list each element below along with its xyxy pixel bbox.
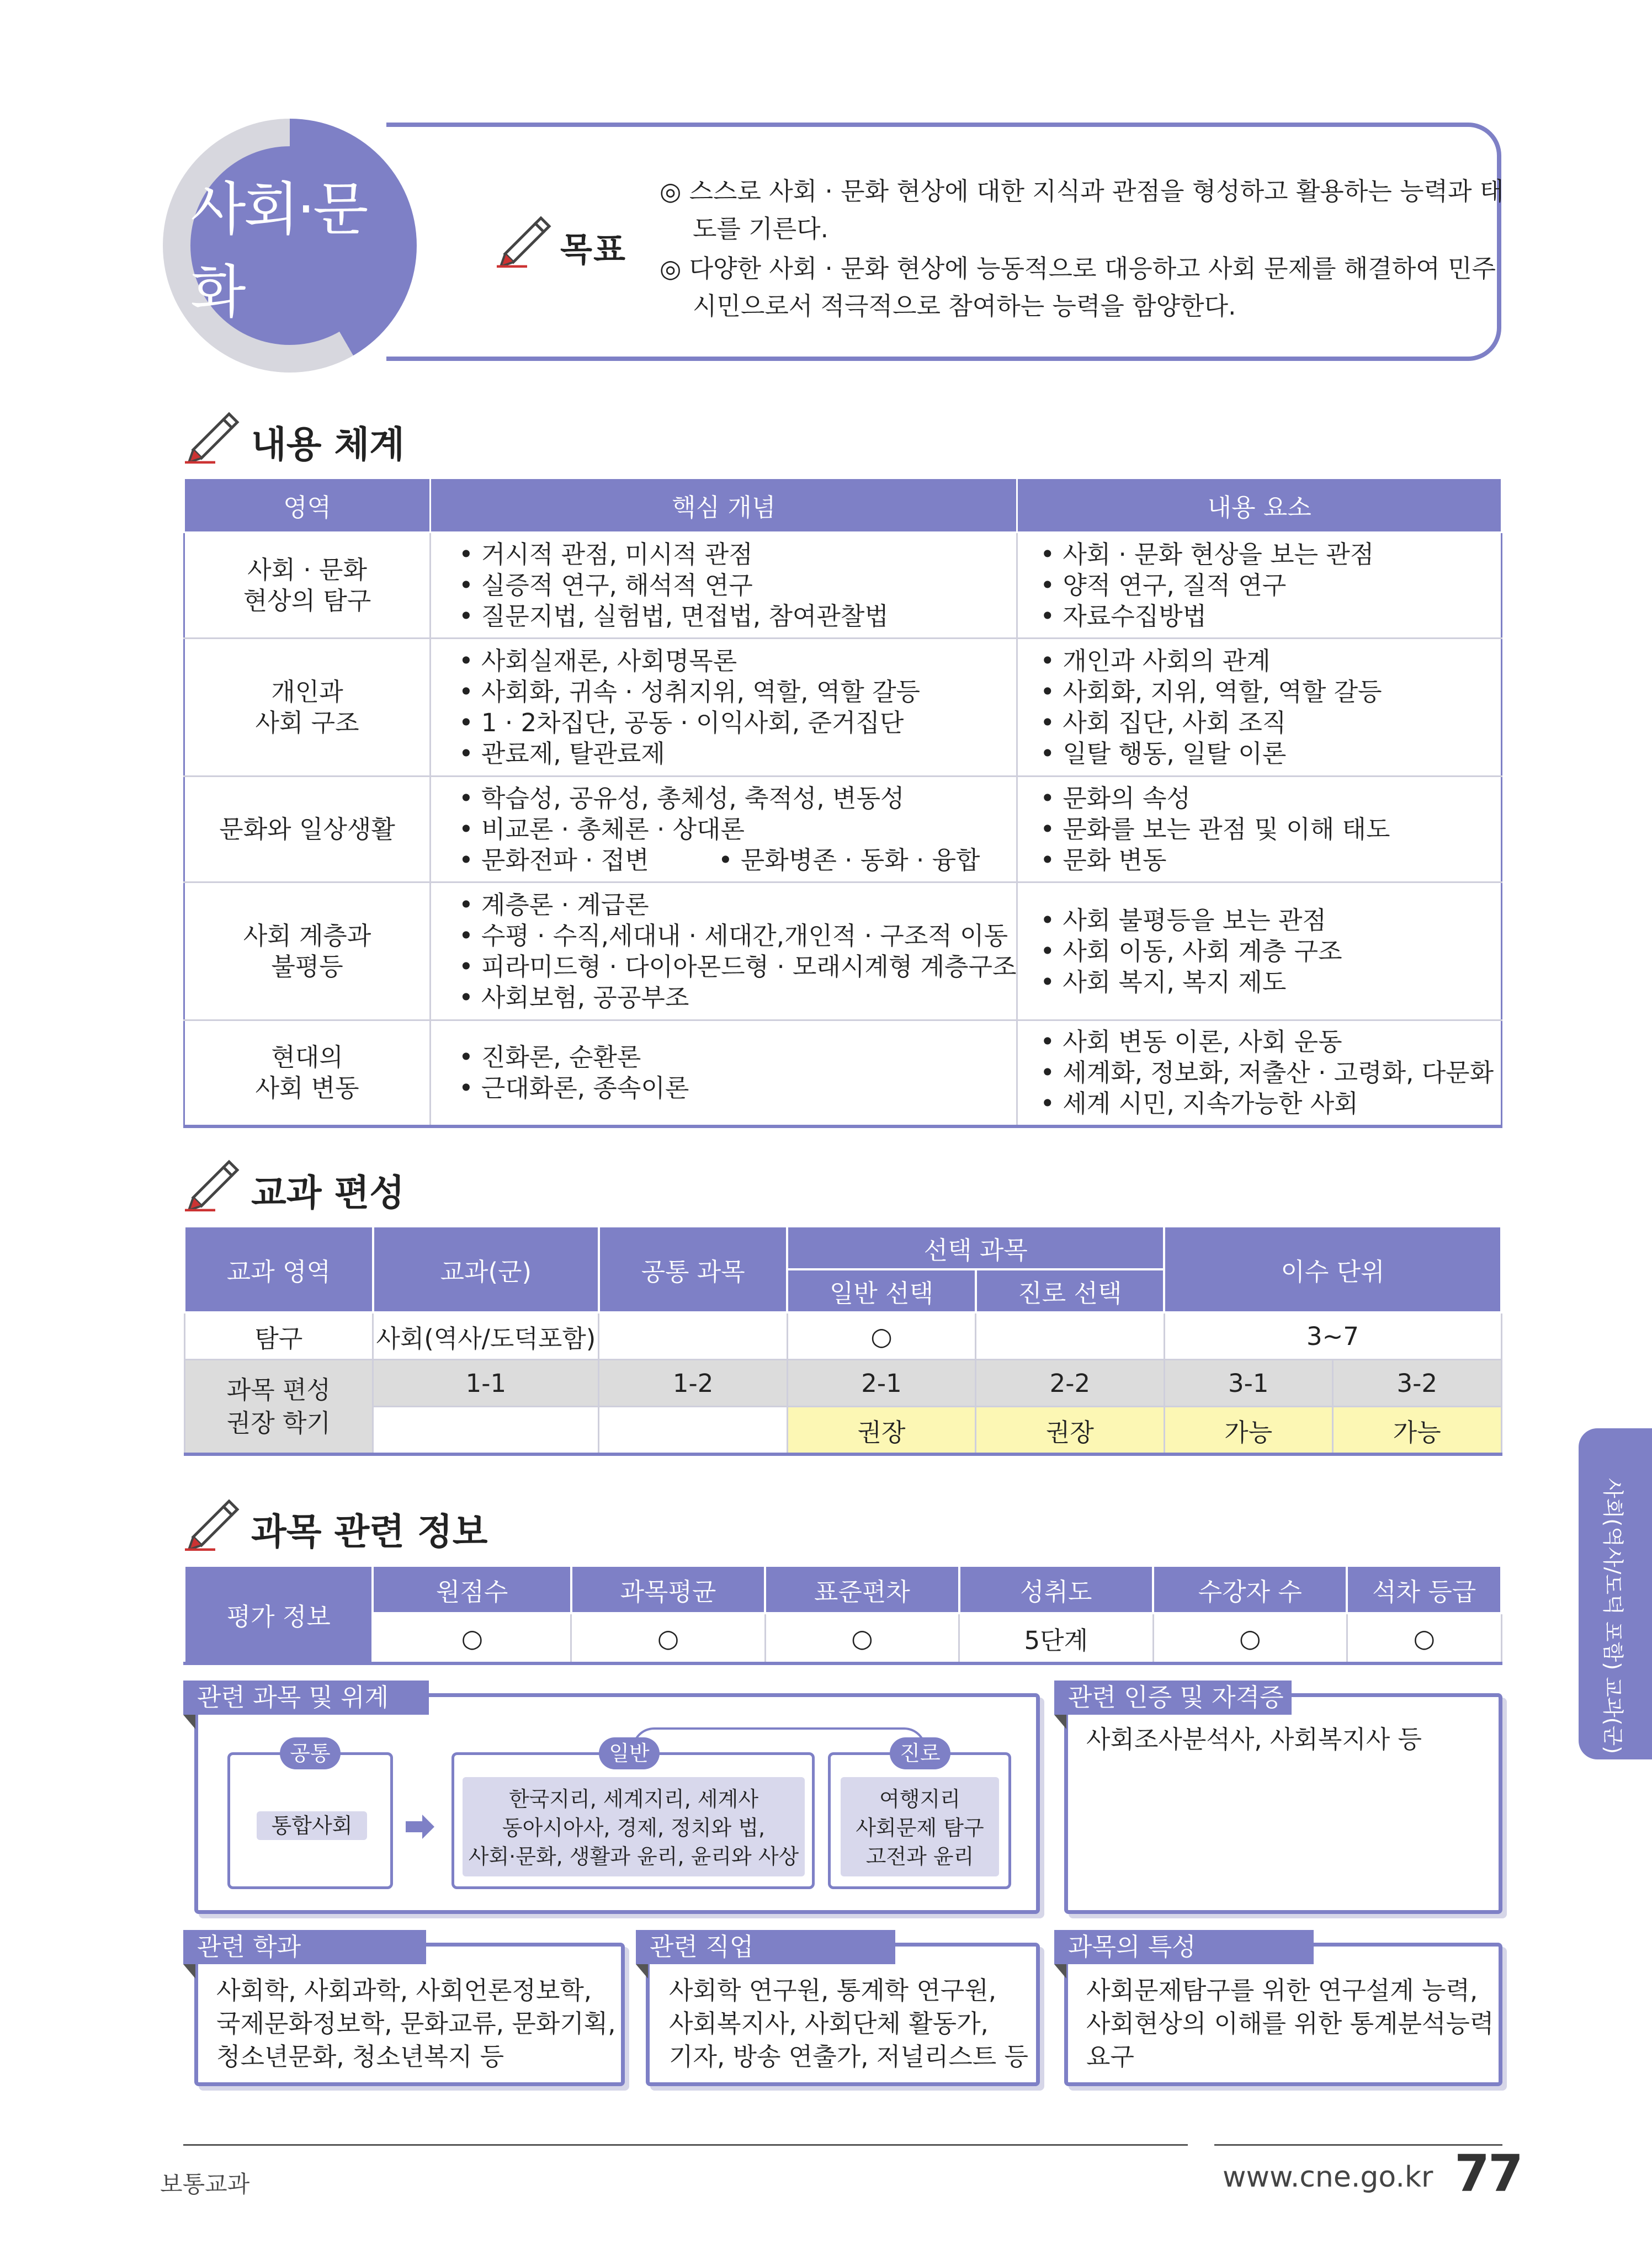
career-items: 여행지리 사회문제 탐구 고전과 윤리 [841,1777,999,1876]
goal-item-1: ◎ 스스로 사회 · 문화 현상에 대한 지식과 관점을 형성하고 활용하는 능력과 태도를 기른다. [660,177,1504,243]
table-row: 개인과 사회 구조 • 사회실재론, 사회명목론 • 사회화, 귀속 · 성취지위, 역할, 역할 갈등 • 1 · 2차집단, 공동 · 이익사회, 준거집단 • 관료제, 탈관료제 • 개인과 사회의 관계 • 사회화, 지위, 역할, 역할 갈등 • 사회 집단, 사회 조직 • 일탈 행동, 일탈 이론 [184,639,1502,777]
features-tab: 과목의 특성 [1054,1930,1314,1964]
section-title-course-info: 과목 관련 정보 [251,1511,488,1553]
table-row: 사회 · 문화 현상의 탐구 • 거시적 관점, 미시적 관점 • 실증적 연구, 해석적 연구 • 질문지법, 실험법, 면접법, 참여관찰법 • 사회 · 문화 현상을 보는 관점 • 양적 연구, 질적 연구 • 자료수집방법 [184,533,1502,639]
section-title-curriculum: 교과 편성 [251,1172,405,1214]
page-number: 77 [1454,2144,1522,2203]
table-row: 문화와 일상생활 • 학습성, 공유성, 총체성, 축적성, 변동성 • 비교론 · 총체론 · 상대론 • 문화전파 · 접변 • 문화병존 · 동화 · 융합 • 문화의 속성 • 문화를 보는 관점 및 이해 태도 • 문화 변동 [184,777,1502,882]
footer-url[interactable]: www.cne.go.kr [1223,2161,1433,2194]
header-area: 영역 [184,478,431,533]
table-row: 사회 계층과 불평등 • 계층론 · 계급론 • 수평 · 수직,세대내 · 세대간,개인적 · 구조적 이동 • 피라미드형 · 다이아몬드형 · 모래시계형 계층구조 • 사회보험, 공공부조 • 사회 불평등을 보는 관점 • 사회 이동, 사회 계층 구조 • 사회 복지, 복지 제도 [184,882,1502,1020]
curriculum-table: 교과 영역 교과(군) 공통 과목 선택 과목 이수 단위 일반 선택 진로 선택 탐구 사회(역사/도덕포함) ○ 3~7 과목 편성 권장 학기 1-1 1-2 2-1 2-2 3-1 3-2 권장 권장 가능 가능 [183,1225,1502,1456]
subject-badge: 사회·문화 [190,146,389,345]
goal-item-2: ◎ 다양한 사회 · 문화 현상에 능동적으로 대응하고 사회 문제를 해결하여 민주 시민으로서 적극적으로 참여하는 능력을 함양한다. [660,254,1496,321]
table-row: ○ ○ ○ 5단계 ○ ○ [184,1613,1501,1663]
common-pill: 공통 [280,1737,341,1769]
certs-tab: 관련 인증 및 자격증 [1054,1681,1292,1715]
evaluation-table: 평가 정보 원점수 과목평균 표준편차 성취도 수강자 수 석차 등급 ○ ○ ○ 5단계 ○ ○ [183,1565,1502,1665]
pencil-icon [494,212,555,268]
jobs-tab: 관련 직업 [636,1930,895,1964]
pencil-icon [182,408,243,464]
arrow-right-icon [406,1813,436,1841]
pencil-icon [182,1156,243,1211]
features-text: 사회문제탐구를 위한 연구설계 능력, 사회현상의 이해를 위한 통계분석능력 요구 [1086,1976,1494,2071]
table-row: 권장 권장 가능 가능 [184,1407,1501,1455]
section-title-content: 내용 체계 [251,423,405,466]
pencil-icon [182,1496,243,1551]
career-pill: 진로 [890,1737,950,1769]
connector-line [632,1727,926,1752]
general-items: 한국지리, 세계지리, 세계사 동아시아사, 경제, 정치와 법, 사회·문화, 생활과 윤리, 윤리와 사상 [463,1777,805,1876]
certs-text: 사회조사분석사, 사회복지사 등 [1086,1725,1422,1754]
jobs-text: 사회학 연구원, 통계학 연구원, 사회복지사, 사회단체 활동가, 기자, 방송 연출가, 저널리스트 등 [669,1976,1028,2071]
side-tab[interactable] [1579,1428,1652,1759]
footer-section: 보통교과 [160,2171,250,2198]
general-pill: 일반 [599,1737,660,1769]
table-row: 탐구 사회(역사/도덕포함) ○ 3~7 [184,1312,1501,1360]
content-system-table [183,477,1502,1128]
departments-text: 사회학, 사회과학, 사회언론정보학, 국제문화정보학, 문화교류, 문화기획, 청소년문화, 청소년복지 등 [216,1976,616,2071]
table-row: 과목 편성 권장 학기 1-1 1-2 2-1 2-2 3-1 3-2 [184,1360,1501,1407]
departments-tab: 관련 학과 [183,1930,426,1964]
goal-label: 목표 [560,231,626,269]
header-concepts: 핵심 개념 [431,478,1017,533]
side-tab-label: 사회(역사/도덕 포함) 교과(군) [1601,1477,1625,1754]
common-item: 통합사회 [257,1811,367,1840]
header-elements: 내용 요소 [1017,478,1502,533]
table-row: 현대의 사회 변동 • 진화론, 순환론 • 근대화론, 종속이론 • 사회 변동 이론, 사회 운동 • 세계화, 정보화, 저출산 · 고령화, 다문화 • 세계 시민, 지속가능한 사회 [184,1020,1502,1127]
related-subjects-tab: 관련 과목 및 위계 [183,1681,429,1715]
footer-divider [183,2144,1188,2146]
